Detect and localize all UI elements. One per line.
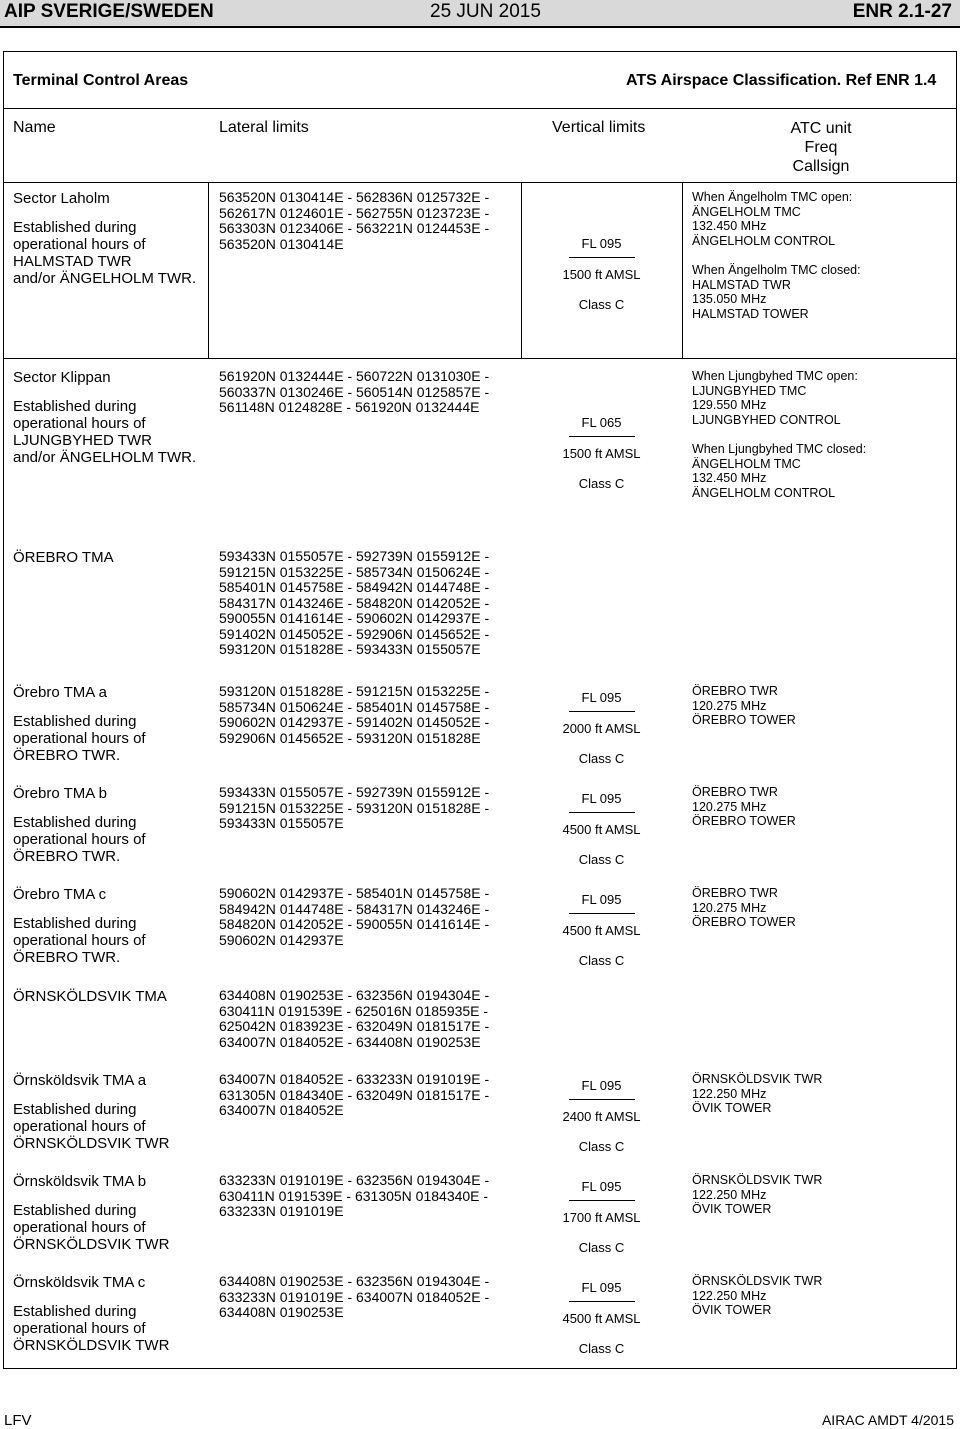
- note-line: Established during: [13, 1202, 137, 1219]
- airspace-name-cell: [13, 684, 213, 764]
- lateral-limits: [219, 988, 519, 1050]
- airspace-name-cell: [13, 1072, 213, 1152]
- coordinate-line: 592906N 0145652E - 593120N 0151828E: [219, 729, 481, 746]
- atc-line: ÖREBRO TOWER: [692, 915, 796, 930]
- established-note: [13, 398, 213, 466]
- note-line: operational hours of: [13, 932, 146, 949]
- airspace-name-cell: [13, 1274, 213, 1354]
- airspace-name-cell: [13, 1173, 213, 1253]
- airspace-name: Sector Klippan: [13, 369, 111, 386]
- lower-limit: 4500 ft AMSL: [562, 1311, 641, 1326]
- lateral-limits: [219, 369, 519, 416]
- lower-limit: 4500 ft AMSL: [562, 822, 641, 837]
- atc-unit: [692, 785, 952, 829]
- atc-line: 120.275 MHz: [692, 900, 767, 915]
- coordinate-line: 593433N 0155057E - 592739N 0155912E -: [219, 784, 490, 800]
- coordinate-line: 590602N 0142937E: [219, 931, 344, 948]
- atc-unit: [692, 1072, 952, 1116]
- coordinate-line: 591402N 0145052E - 592906N 0145652E -: [219, 625, 490, 642]
- airspace-class: Class C: [578, 953, 625, 968]
- note-line: operational hours of: [13, 730, 146, 747]
- established-note: [13, 1101, 213, 1152]
- airspace-class: Class C: [578, 297, 625, 312]
- atc-line: 122.250 MHz: [692, 1086, 767, 1101]
- divider: [4, 108, 956, 109]
- column-header-lateral: Lateral limits: [219, 119, 309, 136]
- upper-limit: FL 095: [581, 236, 622, 251]
- atc-unit: [692, 1274, 952, 1318]
- airspace-name: Örebro TMA b: [13, 785, 107, 802]
- footer-publisher: LFV: [4, 1412, 32, 1429]
- atc-line: ÖREBRO TOWER: [692, 713, 796, 728]
- coordinate-line: 585401N 0145758E - 584942N 0144748E -: [219, 579, 490, 595]
- limit-rule: [569, 913, 635, 914]
- atc-unit: [692, 369, 952, 501]
- coordinate-line: 634007N 0184052E: [219, 1102, 344, 1118]
- column-header-atc: [746, 119, 896, 176]
- atc-unit: [692, 886, 952, 930]
- note-line: Established during: [13, 1303, 137, 1320]
- note-line: operational hours of: [13, 1219, 146, 1236]
- atc-line: ÖRNSKÖLDSVIK TWR: [692, 1173, 823, 1187]
- lower-limit: 1500 ft AMSL: [562, 267, 641, 282]
- airspace-class: Class C: [578, 751, 625, 766]
- coordinate-line: 561920N 0132444E - 560722N 0131030E -: [219, 368, 490, 384]
- airspace-class: Class C: [578, 476, 625, 491]
- lateral-limits: [219, 886, 519, 948]
- upper-limit: FL 095: [581, 690, 622, 705]
- coordinate-line: 584820N 0142052E - 590055N 0141614E -: [219, 916, 490, 932]
- lateral-limits: [219, 785, 519, 832]
- page-number: ENR 2.1-27: [852, 1, 952, 22]
- vertical-limits: [544, 1179, 659, 1255]
- coordinate-line: 634007N 0184052E - 633233N 0191019E -: [219, 1071, 490, 1087]
- atc-line: LJUNGBYHED CONTROL: [692, 413, 841, 428]
- coordinate-line: 633233N 0191019E - 632356N 0194304E -: [219, 1172, 490, 1188]
- vertical-limits: [544, 1280, 659, 1356]
- column-header-atc-unit: ATC unit: [790, 120, 852, 137]
- coordinate-line: 584317N 0143246E - 584820N 0142052E -: [219, 594, 490, 611]
- airspace-name: Örebro TMA a: [13, 684, 107, 701]
- lower-limit: 1700 ft AMSL: [562, 1210, 641, 1225]
- coordinate-line: 593433N 0155057E: [219, 815, 344, 831]
- atc-line: ÖREBRO TWR: [692, 684, 778, 698]
- atc-line: HALMSTAD TOWER: [692, 306, 809, 321]
- lateral-limits: [219, 1173, 519, 1220]
- limit-rule: [569, 436, 635, 437]
- coordinate-line: 634007N 0184052E - 634408N 0190253E: [219, 1033, 481, 1050]
- atc-line: 132.450 MHz: [692, 471, 767, 486]
- atc-line: When Ängelholm TMC open:: [692, 190, 853, 204]
- coordinate-line: 630411N 0191539E - 625016N 0185935E -: [219, 1002, 489, 1019]
- note-line: HALMSTAD TWR: [13, 253, 132, 270]
- airspace-name-cell: [13, 190, 213, 287]
- atc-unit: [692, 684, 952, 728]
- note-line: operational hours of: [13, 831, 146, 848]
- note-line: operational hours of: [13, 415, 146, 432]
- airspace-class: Class C: [578, 852, 625, 867]
- atc-line: ÄNGELHOLM CONTROL: [692, 485, 836, 500]
- coordinate-line: 591215N 0153225E - 593120N 0151828E -: [219, 799, 490, 816]
- coordinate-line: 633233N 0191019E - 634007N 0184052E -: [219, 1288, 490, 1305]
- limit-rule: [569, 1301, 635, 1302]
- limit-rule: [569, 1099, 635, 1100]
- classification-reference: ATS Airspace Classification. Ref ENR 1.4: [626, 72, 937, 89]
- note-line: operational hours of: [13, 236, 146, 253]
- coordinate-line: 634408N 0190253E: [219, 1304, 344, 1320]
- established-note: [13, 1303, 213, 1354]
- airspace-name-cell: [13, 785, 213, 865]
- page-header: [0, 0, 960, 28]
- atc-line: HALMSTAD TWR: [692, 277, 791, 292]
- vertical-limits: [544, 1078, 659, 1154]
- atc-line: ÄNGELHOLM TMC: [692, 204, 801, 219]
- note-line: ÖREBRO TWR.: [13, 949, 121, 966]
- upper-limit: FL 095: [581, 1179, 622, 1194]
- limit-rule: [569, 257, 635, 258]
- coordinate-line: 584942N 0144748E - 584317N 0143246E -: [219, 900, 490, 917]
- atc-line: 129.550 MHz: [692, 398, 767, 413]
- coordinate-line: 593120N 0151828E - 593433N 0155057E: [219, 641, 481, 657]
- established-note: [13, 1202, 213, 1253]
- coordinate-line: 562617N 0124601E - 562755N 0123723E -: [219, 204, 490, 221]
- upper-limit: FL 095: [581, 1280, 622, 1295]
- coordinate-line: 630411N 0191539E - 631305N 0184340E -: [219, 1187, 489, 1204]
- coordinate-line: 631305N 0184340E - 632049N 0181517E -: [219, 1086, 490, 1103]
- note-line: ÖREBRO TWR.: [13, 848, 121, 865]
- coordinate-line: 590602N 0142937E - 591402N 0145052E -: [219, 714, 490, 730]
- atc-line: ÖREBRO TWR: [692, 886, 778, 900]
- coordinate-line: 633233N 0191019E: [219, 1203, 344, 1219]
- vertical-limits: [544, 415, 659, 491]
- atc-line: When Ljungbyhed TMC open:: [692, 369, 858, 383]
- note-line: ÖRNSKÖLDSVIK TWR: [13, 1236, 170, 1253]
- airspace-name: ÖREBRO TMA: [13, 549, 114, 566]
- publication-title: AIP SVERIGE/SWEDEN: [4, 1, 214, 22]
- atc-line: ÖRNSKÖLDSVIK TWR: [692, 1274, 823, 1288]
- coordinate-line: 634408N 0190253E - 632356N 0194304E -: [219, 1273, 490, 1289]
- atc-line: 132.450 MHz: [692, 219, 767, 234]
- atc-line: ÄNGELHOLM CONTROL: [692, 234, 836, 249]
- coordinate-line: 590055N 0141614E - 590602N 0142937E -: [219, 610, 490, 626]
- coordinate-line: 563520N 0130414E - 562836N 0125732E -: [219, 189, 490, 205]
- divider: [4, 358, 956, 359]
- limit-rule: [569, 1200, 635, 1201]
- established-note: [13, 219, 213, 287]
- upper-limit: FL 095: [581, 791, 622, 806]
- vertical-limits: [544, 236, 659, 312]
- note-line: ÖREBRO TWR.: [13, 747, 121, 764]
- limit-rule: [569, 711, 635, 712]
- upper-limit: FL 065: [581, 415, 622, 430]
- note-line: operational hours of: [13, 1320, 146, 1337]
- atc-line: When Ängelholm TMC closed:: [692, 262, 861, 277]
- atc-line: LJUNGBYHED TMC: [692, 383, 807, 398]
- atc-line: ÖVIK TOWER: [692, 1303, 772, 1318]
- atc-line: 120.275 MHz: [692, 698, 767, 713]
- note-line: ÖRNSKÖLDSVIK TWR: [13, 1135, 170, 1152]
- airspace-class: Class C: [578, 1240, 625, 1255]
- airspace-name-cell: [13, 549, 213, 566]
- airspace-name: Örebro TMA c: [13, 886, 107, 903]
- atc-line: ÖREBRO TWR: [692, 785, 778, 799]
- airspace-class: Class C: [578, 1139, 625, 1154]
- note-line: and/or ÄNGELHOLM TWR.: [13, 449, 197, 466]
- note-line: ÖRNSKÖLDSVIK TWR: [13, 1337, 170, 1354]
- column-separator: [682, 182, 683, 358]
- coordinate-line: 590602N 0142937E - 585401N 0145758E -: [219, 885, 490, 901]
- coordinate-line: 561148N 0124828E - 561920N 0132444E: [219, 399, 480, 415]
- note-line: Established during: [13, 1101, 137, 1118]
- coordinate-line: 560337N 0130246E - 560514N 0125857E -: [219, 383, 490, 400]
- column-separator: [521, 182, 522, 358]
- airspace-class: Class C: [578, 1341, 625, 1356]
- atc-line: ÖVIK TOWER: [692, 1202, 772, 1217]
- lower-limit: 4500 ft AMSL: [562, 923, 641, 938]
- airspace-name: Örnsköldsvik TMA a: [13, 1072, 147, 1089]
- lower-limit: 1500 ft AMSL: [562, 446, 641, 461]
- atc-line: 122.250 MHz: [692, 1187, 767, 1202]
- atc-line: 120.275 MHz: [692, 799, 767, 814]
- atc-unit: [692, 190, 952, 322]
- section-title: Terminal Control Areas: [13, 72, 189, 89]
- lateral-limits: [219, 1072, 519, 1119]
- tma-table: [3, 51, 957, 1369]
- column-header-vertical: Vertical limits: [552, 119, 646, 136]
- column-header-callsign: Callsign: [792, 158, 850, 175]
- atc-line: When Ljungbyhed TMC closed:: [692, 441, 867, 456]
- airspace-name: Sector Laholm: [13, 190, 110, 207]
- established-note: [13, 713, 213, 764]
- atc-line: ÖREBRO TOWER: [692, 814, 796, 829]
- airspace-name: Örnsköldsvik TMA c: [13, 1274, 146, 1291]
- coordinate-line: 634408N 0190253E - 632356N 0194304E -: [219, 987, 490, 1003]
- atc-line: 135.050 MHz: [692, 292, 767, 307]
- lower-limit: 2000 ft AMSL: [562, 721, 641, 736]
- limit-rule: [569, 812, 635, 813]
- established-note: [13, 915, 213, 966]
- coordinate-line: 563520N 0130414E: [219, 235, 344, 252]
- publication-date: 25 JUN 2015: [430, 1, 541, 22]
- column-header-name: Name: [13, 119, 56, 136]
- airspace-name: ÖRNSKÖLDSVIK TMA: [13, 988, 167, 1005]
- vertical-limits: [544, 690, 659, 766]
- atc-line: ÖVIK TOWER: [692, 1101, 772, 1116]
- vertical-limits: [544, 791, 659, 867]
- airspace-name-cell: [13, 886, 213, 966]
- airspace-name: Örnsköldsvik TMA b: [13, 1173, 147, 1190]
- airspace-name-cell: [13, 988, 213, 1005]
- lateral-limits: [219, 190, 519, 252]
- upper-limit: FL 095: [581, 892, 622, 907]
- note-line: and/or ÄNGELHOLM TWR.: [13, 270, 197, 287]
- coordinate-line: 585734N 0150624E - 585401N 0145758E -: [219, 698, 490, 715]
- airspace-name-cell: [13, 369, 213, 466]
- coordinate-line: 593120N 0151828E - 591215N 0153225E -: [219, 683, 490, 699]
- upper-limit: FL 095: [581, 1078, 622, 1093]
- lower-limit: 2400 ft AMSL: [562, 1109, 641, 1124]
- atc-unit: [692, 1173, 952, 1217]
- note-line: Established during: [13, 814, 137, 831]
- note-line: Established during: [13, 915, 137, 932]
- note-line: operational hours of: [13, 1118, 146, 1135]
- note-line: Established during: [13, 219, 137, 236]
- note-line: Established during: [13, 398, 137, 415]
- established-note: [13, 814, 213, 865]
- column-header-freq: Freq: [804, 139, 838, 156]
- atc-line: ÖRNSKÖLDSVIK TWR: [692, 1072, 823, 1086]
- coordinate-line: 591215N 0153225E - 585734N 0150624E -: [219, 563, 490, 580]
- footer-amendment: AIRAC AMDT 4/2015: [821, 1412, 954, 1428]
- divider: [4, 182, 956, 183]
- atc-line: ÄNGELHOLM TMC: [692, 456, 801, 471]
- note-line: Established during: [13, 713, 137, 730]
- lateral-limits: [219, 549, 519, 658]
- lateral-limits: [219, 684, 519, 746]
- coordinate-line: 563303N 0123406E - 563221N 0124453E -: [219, 220, 490, 236]
- atc-line: 122.250 MHz: [692, 1288, 767, 1303]
- lateral-limits: [219, 1274, 519, 1321]
- note-line: LJUNGBYHED TWR: [13, 432, 152, 449]
- vertical-limits: [544, 892, 659, 968]
- coordinate-line: 625042N 0183923E - 632049N 0181517E -: [219, 1018, 490, 1034]
- coordinate-line: 593433N 0155057E - 592739N 0155912E -: [219, 548, 490, 564]
